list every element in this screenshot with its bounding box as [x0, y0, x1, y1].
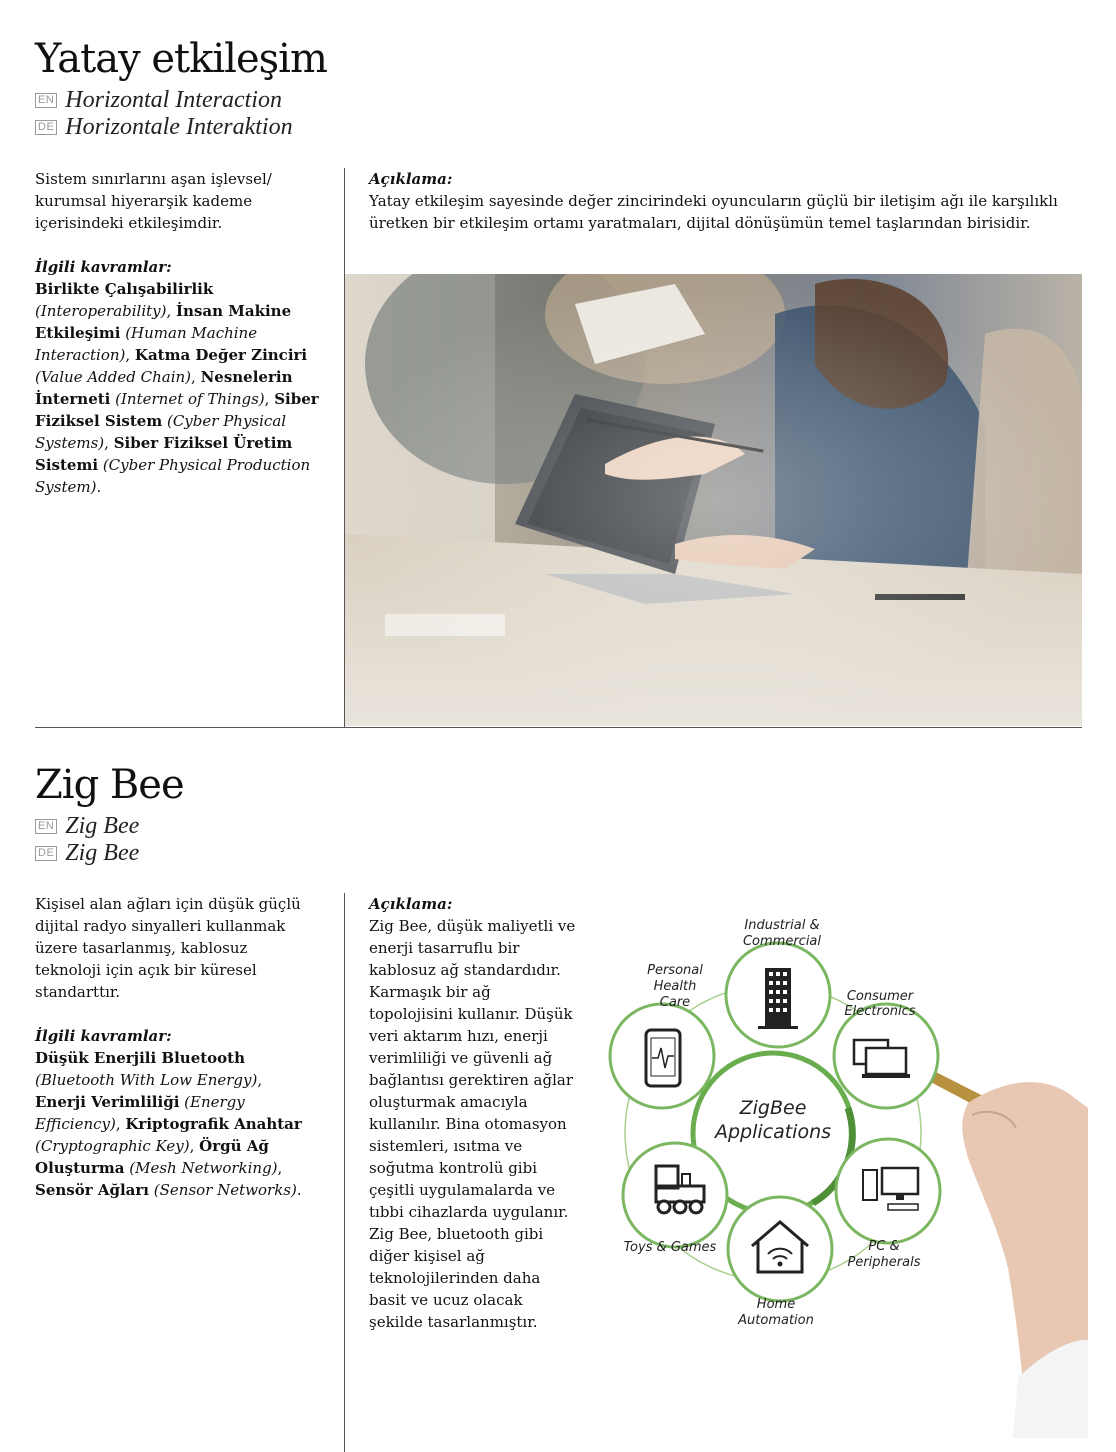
de-language-code: DE	[35, 846, 57, 861]
related-separator: ,	[277, 1159, 283, 1177]
explanation	[369, 168, 1081, 234]
related-term-en: (Mesh Networking)	[129, 1159, 278, 1177]
entry-title: Yatay etkileşim	[35, 36, 327, 82]
label-home-2: Automation	[738, 1313, 814, 1328]
related-separator: ,	[191, 368, 201, 386]
en-translation-row	[35, 87, 293, 114]
related-list	[35, 1049, 302, 1199]
label-personal-2: Health	[653, 979, 697, 994]
column-divider	[344, 893, 345, 1452]
explanation	[369, 893, 579, 1333]
related-term: Düşük Enerjili Bluetooth	[35, 1049, 246, 1067]
de-translation-row	[35, 840, 139, 867]
entry-title: Zig Bee	[35, 762, 184, 808]
related-term: Kriptografik Anahtar	[125, 1115, 302, 1133]
de-term: Horizontale Interaktion	[65, 114, 293, 140]
related-term: Katma Değer Zinciri	[134, 346, 308, 364]
related-separator: .	[296, 1181, 302, 1199]
node-industrial	[726, 918, 830, 1047]
related-term: İnsan Makine Etkileşimi	[35, 302, 292, 342]
related-term: Örgü Ağ Oluşturma	[35, 1137, 269, 1177]
translations	[35, 813, 139, 867]
related-term-en: (Energy Efficiency)	[35, 1093, 245, 1133]
zigbee-applications-diagram	[598, 908, 1088, 1438]
related-term-en: (Sensor Networks)	[153, 1181, 297, 1199]
office-teamwork-photo	[345, 274, 1082, 726]
related-separator: ,	[104, 434, 114, 452]
node-consumer-electronics	[834, 989, 938, 1108]
label-home-1: Home	[756, 1297, 796, 1312]
en-term: Horizontal Interaction	[65, 87, 282, 113]
translations	[35, 87, 293, 141]
label-personal-1: Personal	[647, 963, 703, 978]
node-personal-health	[610, 963, 714, 1108]
related-separator: ,	[257, 1071, 263, 1089]
related-concepts	[35, 1025, 317, 1201]
related-term-en: (Cyber Physical Production System)	[35, 456, 311, 496]
related-separator: .	[96, 478, 102, 496]
definition	[35, 168, 325, 234]
label-toys: Toys & Games	[623, 1240, 717, 1255]
node-toys-games	[623, 1143, 727, 1255]
label-industrial-1: Industrial &	[744, 918, 820, 933]
node-pc-peripherals	[836, 1139, 940, 1270]
explanation-text: Yatay etkileşim sayesinde değer zincirindeki oyuncuların güçlü bir iletişim ağı ile karşılıklı üretken bir etkileşim ortamı yaratmaları, dijital dönüşümün temel taşlarından birisidir.	[369, 192, 1058, 232]
related-heading: İlgili kavramlar:	[35, 1027, 172, 1045]
related-term: Nesnelerin İnterneti	[35, 368, 293, 408]
explanation-text: Zig Bee, düşük maliyetli ve enerji tasarruflu bir kablosuz ağ standardıdır. Karmaşık bir ağ topolojisini kullanır. Düşük veri aktarım hızı, enerji verimliliği ve güvenli ağ bağlantısı gerektiren ağlar oluşturmak amacıyla kullanılır. Bina otomasyon sistemleri, ısıtma ve soğutma kontrolü gibi çeşitli uygulamalarda ve tıbbi cihazlarda uygulanır. Zig Bee, bluetooth gibi diğer kişisel ağ teknolojilerinden daha basit ve ucuz olacak şekilde tasarlanmıştır.	[369, 917, 576, 1331]
label-industrial-2: Commercial	[742, 934, 822, 949]
related-term-en: (Cryptographic Key)	[35, 1137, 190, 1155]
related-separator: ,	[264, 390, 275, 408]
en-language-code: EN	[35, 819, 57, 834]
related-heading: İlgili kavramlar:	[35, 258, 172, 276]
label-pc-1: PC &	[868, 1239, 900, 1254]
photo-illustration	[345, 274, 1082, 726]
related-term-en: (Interoperability)	[35, 302, 167, 320]
explanation-heading: Açıklama:	[369, 895, 453, 913]
related-term: Enerji Verimliliği	[35, 1093, 180, 1111]
explanation-heading: Açıklama:	[369, 170, 453, 188]
center-title-line1: ZigBee	[739, 1097, 807, 1119]
section-divider	[35, 727, 1082, 728]
en-term: Zig Bee	[65, 813, 140, 839]
zigbee-diagram-svg	[598, 908, 1088, 1438]
definition	[35, 893, 317, 1003]
related-term-en: (Human Machine Interaction)	[35, 324, 258, 364]
related-term-en: (Value Added Chain)	[35, 368, 192, 386]
related-separator: ,	[189, 1137, 200, 1155]
related-list	[35, 280, 319, 496]
hand-with-pen-illustration	[923, 1068, 1088, 1438]
en-language-code: EN	[35, 93, 57, 108]
label-consumer-1: Consumer	[846, 989, 914, 1004]
related-separator: ,	[166, 302, 177, 320]
related-separator: ,	[125, 346, 135, 364]
related-term: Sensör Ağları	[35, 1181, 150, 1199]
related-term: Birlikte Çalışabilirlik	[35, 280, 214, 298]
node-home-automation	[728, 1197, 832, 1328]
related-term: Siber Fiziksel Sistem	[35, 390, 319, 430]
related-separator: ,	[115, 1115, 126, 1133]
label-consumer-2: Electronics	[844, 1004, 916, 1019]
related-term-en: (Internet of Things)	[115, 390, 265, 408]
label-pc-2: Peripherals	[847, 1255, 921, 1270]
related-concepts	[35, 256, 327, 498]
label-personal-3: Care	[659, 995, 691, 1010]
related-term-en: (Cyber Physical Systems)	[35, 412, 287, 452]
de-language-code: DE	[35, 120, 57, 135]
definition-text: Sistem sınırlarını aşan işlevsel/ kurumsal hiyerarşik kademe içerisindeki etkileşimdir.	[35, 170, 272, 232]
en-translation-row	[35, 813, 139, 840]
de-term: Zig Bee	[65, 840, 140, 866]
definition-text: Kişisel alan ağları için düşük güçlü dijital radyo sinyalleri kullanmak üzere tasarlanmış, kablosuz teknoloji için açık bir küresel standarttır.	[35, 895, 301, 1001]
center-title-line2: Applications	[714, 1121, 832, 1143]
de-translation-row	[35, 114, 293, 141]
related-term: Siber Fiziksel Üretim Sistemi	[35, 434, 293, 474]
related-term-en: (Bluetooth With Low Energy)	[35, 1071, 258, 1089]
